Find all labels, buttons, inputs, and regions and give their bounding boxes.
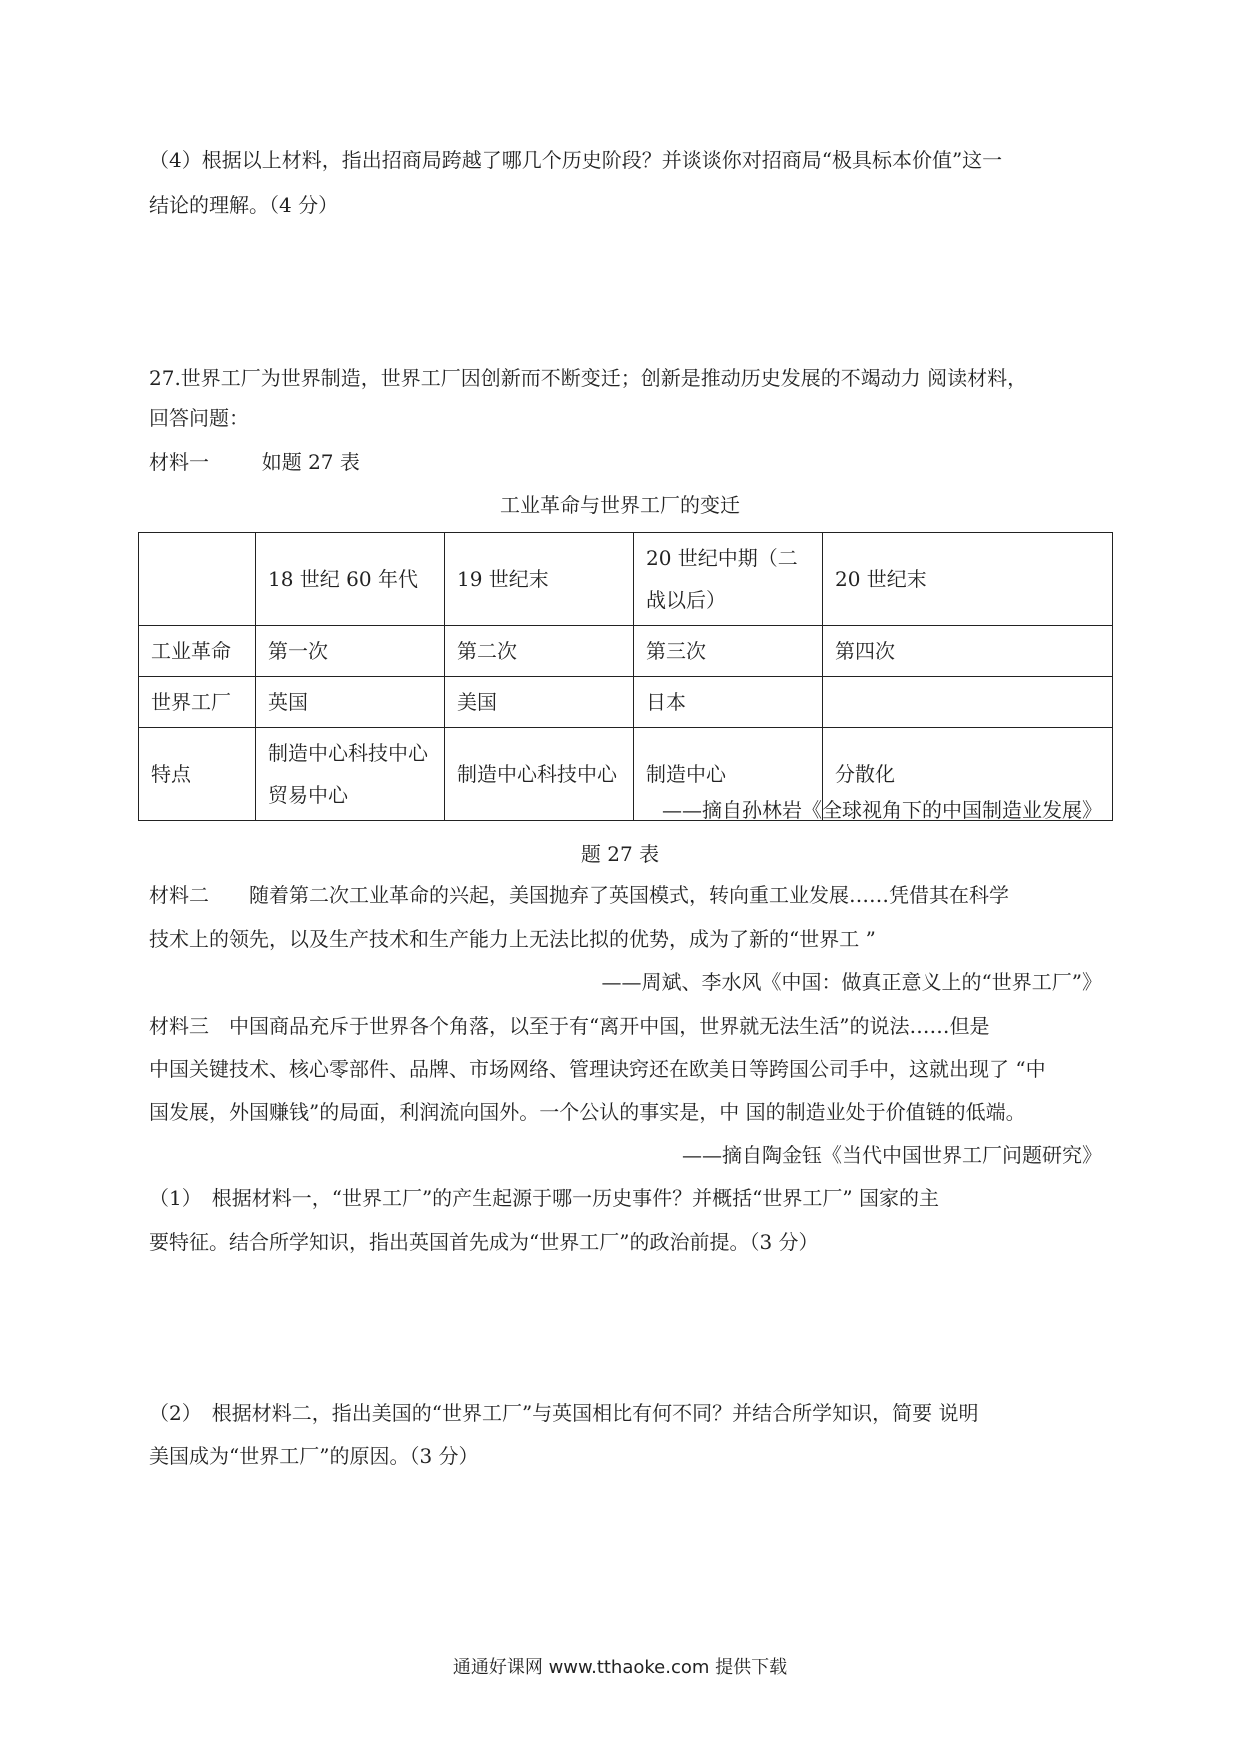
material2-line1: 材料二 随着第二次工业革命的兴起，美国抛弃了英国模式，转向重工业发展……凭借其在科学 bbox=[149, 883, 1009, 907]
material3-source: ——摘自陶金钰《当代中国世界工厂问题研究》 bbox=[682, 1143, 1102, 1167]
table-cell: 世界工厂 bbox=[139, 677, 256, 728]
table-cell: 美国 bbox=[445, 677, 634, 728]
q26-part4-line2: 结论的理解。（4 分） bbox=[149, 193, 339, 217]
table-cell: 日本 bbox=[634, 677, 823, 728]
material1-text: 如题 27 表 bbox=[261, 450, 360, 474]
table-source: ——摘自孙林岩《全球视角下的中国制造业发展》 bbox=[662, 798, 1102, 822]
table-cell: 特点 bbox=[139, 728, 256, 821]
table-row bbox=[139, 626, 1113, 677]
table-header-cell bbox=[139, 533, 256, 626]
table-row bbox=[139, 677, 1113, 728]
table-cell: 英国 bbox=[256, 677, 445, 728]
table-cell: 第三次 bbox=[634, 626, 823, 677]
material3-line2: 中国关键技术、核心零部件、品牌、市场网络、管理诀窍还在欧美日等跨国公司手中，这就出现了 “中 bbox=[149, 1057, 1046, 1081]
q27-part1-line2: 要特征。结合所学知识，指出英国首先成为“世界工厂”的政治前提。（3 分） bbox=[149, 1230, 819, 1254]
q27-part2-line2: 美国成为“世界工厂”的原因。（3 分） bbox=[149, 1444, 479, 1468]
material2-line2: 技术上的领先，以及生产技术和生产能力上无法比拟的优势，成为了新的“世界工 ” bbox=[149, 927, 876, 951]
table-title: 工业革命与世界工厂的变迁 bbox=[500, 493, 740, 517]
material3-line1: 材料三 中国商品充斥于世界各个角落，以至于有“离开中国，世界就无法生活”的说法……但是 bbox=[149, 1014, 990, 1038]
table-cell: 制造中心科技中心 bbox=[445, 728, 634, 821]
table-cell: 工业革命 bbox=[139, 626, 256, 677]
table-caption: 题 27 表 bbox=[580, 842, 660, 866]
table-cell: 分散化 bbox=[823, 728, 1113, 821]
table-header-cell: 19 世纪末 bbox=[445, 533, 634, 626]
table-header-cell: 20 世纪末 bbox=[823, 533, 1113, 626]
material3-line3: 国发展，外国赚钱”的局面，利润流向国外。一个公认的事实是，中 国的制造业处于价值链的低端。 bbox=[149, 1100, 1026, 1124]
material2-source: ——周斌、李水风《中国：做真正意义上的“世界工厂”》 bbox=[601, 970, 1102, 994]
table-cell bbox=[823, 677, 1113, 728]
table-cell: 第一次 bbox=[256, 626, 445, 677]
table-cell: 第二次 bbox=[445, 626, 634, 677]
industrial-revolution-table bbox=[138, 532, 1113, 821]
q27-intro-line2: 回答问题： bbox=[149, 406, 249, 430]
table-header-row bbox=[139, 533, 1113, 626]
table-cell: 第四次 bbox=[823, 626, 1113, 677]
page-footer: 通通好课网 www.tthaoke.com 提供下载 bbox=[452, 1657, 788, 1678]
q26-part4-line1: （4）根据以上材料，指出招商局跨越了哪几个历史阶段？并谈谈你对招商局“极具标本价值”这一 bbox=[149, 148, 1003, 172]
material1-line bbox=[149, 448, 360, 476]
q27-part1-line1: （1） 根据材料一，“世界工厂”的产生起源于哪一历史事件？并概括“世界工厂” 国家的主 bbox=[149, 1186, 939, 1210]
table-header-cell: 20 世纪中期（二战以后） bbox=[634, 533, 823, 626]
table-cell: 制造中心科技中心贸易中心 bbox=[256, 728, 445, 821]
table-header-cell: 18 世纪 60 年代 bbox=[256, 533, 445, 626]
q27-part2-line1: （2） 根据材料二，指出美国的“世界工厂”与英国相比有何不同？并结合所学知识，简要 说明 bbox=[149, 1401, 979, 1425]
material1-label: 材料一 bbox=[149, 450, 209, 474]
table-cell: 制造中心 bbox=[634, 728, 823, 821]
q27-intro-line1: 27.世界工厂为世界制造，世界工厂因创新而不断变迁；创新是推动历史发展的不竭动力 阅读材料， bbox=[149, 366, 1028, 390]
